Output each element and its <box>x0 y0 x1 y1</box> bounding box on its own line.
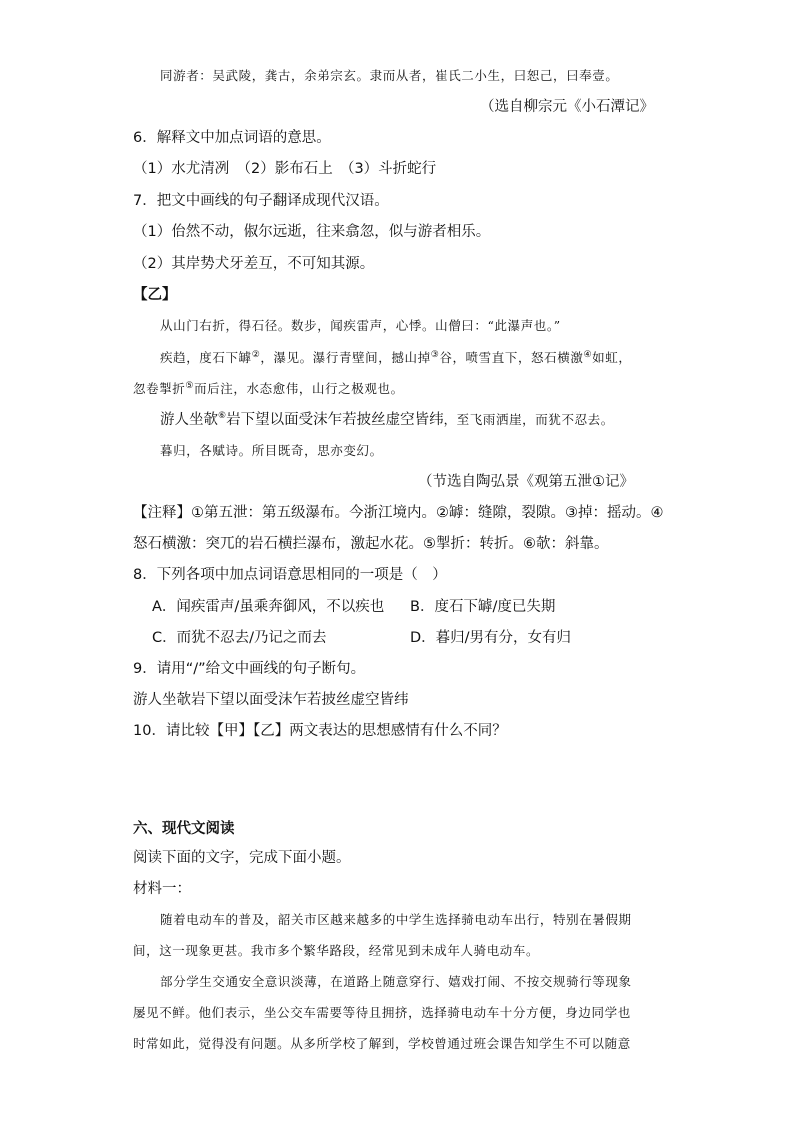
yi-p2-text-b: ，瀑见。瀑行青壁间，撼山掉 <box>260 350 431 365</box>
q8-option-c: C．而犹不忍去/乃记之而去 <box>152 630 327 646</box>
material-p1-line-1: 随着电动车的普及，韶关市区越来越多的中学生选择骑电动车出行，特别在暑假期 <box>160 912 632 927</box>
q9-sentence: 游人坐欹岩下望以面受沫乍若披丝虚空皆纬 <box>133 692 409 708</box>
yi-p4-text-a: 游人坐欹 <box>160 412 218 428</box>
note-ref-4: ④ <box>583 349 593 360</box>
material-p2-line-2: 屡见不鲜。他们表示，坐公交车需要等待且拥挤，选择骑电动车十分方便，身边同学也 <box>133 1005 631 1020</box>
q6-prompt: 6．解释文中加点词语的意思。 <box>133 130 331 146</box>
q8-option-a: A．闻疾雷声/虽乘奔御风，不以疾也 <box>152 599 385 615</box>
yi-paragraph-2 <box>160 348 631 368</box>
note-ref-5: ⑤ <box>185 380 195 391</box>
yi-p2-text-a: 疾趋，度石下罅 <box>160 350 252 365</box>
note-ref-3: ③ <box>430 349 440 360</box>
yi-source: （节选自陶弘景《观第五泄①记》 <box>418 474 634 490</box>
yi-p4-underlined: 岩下望以面受沫乍若披丝虚空皆纬 <box>226 412 444 428</box>
jia-source: （选自柳宗元《小石潭记》 <box>480 99 654 115</box>
q8-prompt: 8．下列各项中加点词语意思相同的一项是（ ） <box>133 567 447 583</box>
yi-p4-text-c: ，至飞雨洒崖，而犹不忍去。 <box>443 412 614 427</box>
yi-paragraph-1: 从山门右折，得石径。数步，闻疾雷声，心悸。山僧曰：“此瀑声也。” <box>160 318 561 333</box>
material-p2-line-3: 时常如此，觉得没有问题。从多所学校了解到，学校曾通过班会课告知学生不可以随意 <box>133 1036 631 1051</box>
material-p1-line-2: 间，这一现象更甚。我市多个繁华路段，经常见到未成年人骑电动车。 <box>133 943 540 958</box>
material-1-label: 材料一： <box>133 881 191 897</box>
yi-p2-text-d: 如虹， <box>592 350 632 365</box>
material-p2-line-1: 部分学生交通安全意识淡薄，在道路上随意穿行、嬉戏打闹、不按交规骑行等现象 <box>160 974 632 989</box>
q7-sentence-2: （2）其岸势犬牙差互，不可知其源。 <box>133 256 375 272</box>
note-ref-6: ⑥ <box>218 411 227 422</box>
q8-option-b: B．度石下罅/度已失期 <box>410 599 556 615</box>
notes-line-1: 【注释】①第五泄：第五级瀑布。今浙江境内。②罅：缝隙，裂隙。③掉：摇动。④ <box>133 505 664 521</box>
q10-prompt: 10．请比较【甲】【乙】两文表达的思想感情有什么不同？ <box>133 723 507 739</box>
section-6-heading: 六、现代文阅读 <box>133 821 235 837</box>
yi-paragraph-3 <box>133 379 404 399</box>
q6-items: （1）水尤清冽 （2）影布石上 （3）斗折蛇行 <box>133 161 437 177</box>
q8-option-d: D．暮归/男有分，女有归 <box>410 630 572 646</box>
yi-heading: 【乙】 <box>133 287 177 303</box>
section-6-instruction: 阅读下面的文字，完成下面小题。 <box>133 850 351 866</box>
companions-line: 同游者：吴武陵，龚古，余弟宗玄。隶而从者，崔氏二小生，曰恕己，曰奉壹。 <box>160 68 619 83</box>
notes-line-2: 怒石横激：突兀的岩石横拦瀑布，激起水花。⑤掣折：转折。⑥欹：斜靠。 <box>133 536 609 552</box>
note-ref-2: ② <box>251 349 261 360</box>
yi-p3-text-b: 而后注，水态愈伟，山行之极观也。 <box>194 381 404 396</box>
yi-paragraph-4 <box>160 410 614 430</box>
q7-sentence-1: （1）佁然不动，俶尔远逝，往来翕忽，似与游者相乐。 <box>133 224 491 240</box>
q9-prompt: 9．请用“/”给文中画线的句子断句。 <box>133 661 366 677</box>
q7-prompt: 7．把文中画线的句子翻译成现代汉语。 <box>133 193 389 209</box>
yi-p3-text-a: 忽卷掣折 <box>133 381 186 396</box>
yi-paragraph-5: 暮归，各赋诗。所目既奇，思亦变幻。 <box>160 443 383 458</box>
yi-p2-text-c: 谷，喷雪直下，怒石横激 <box>439 350 584 365</box>
